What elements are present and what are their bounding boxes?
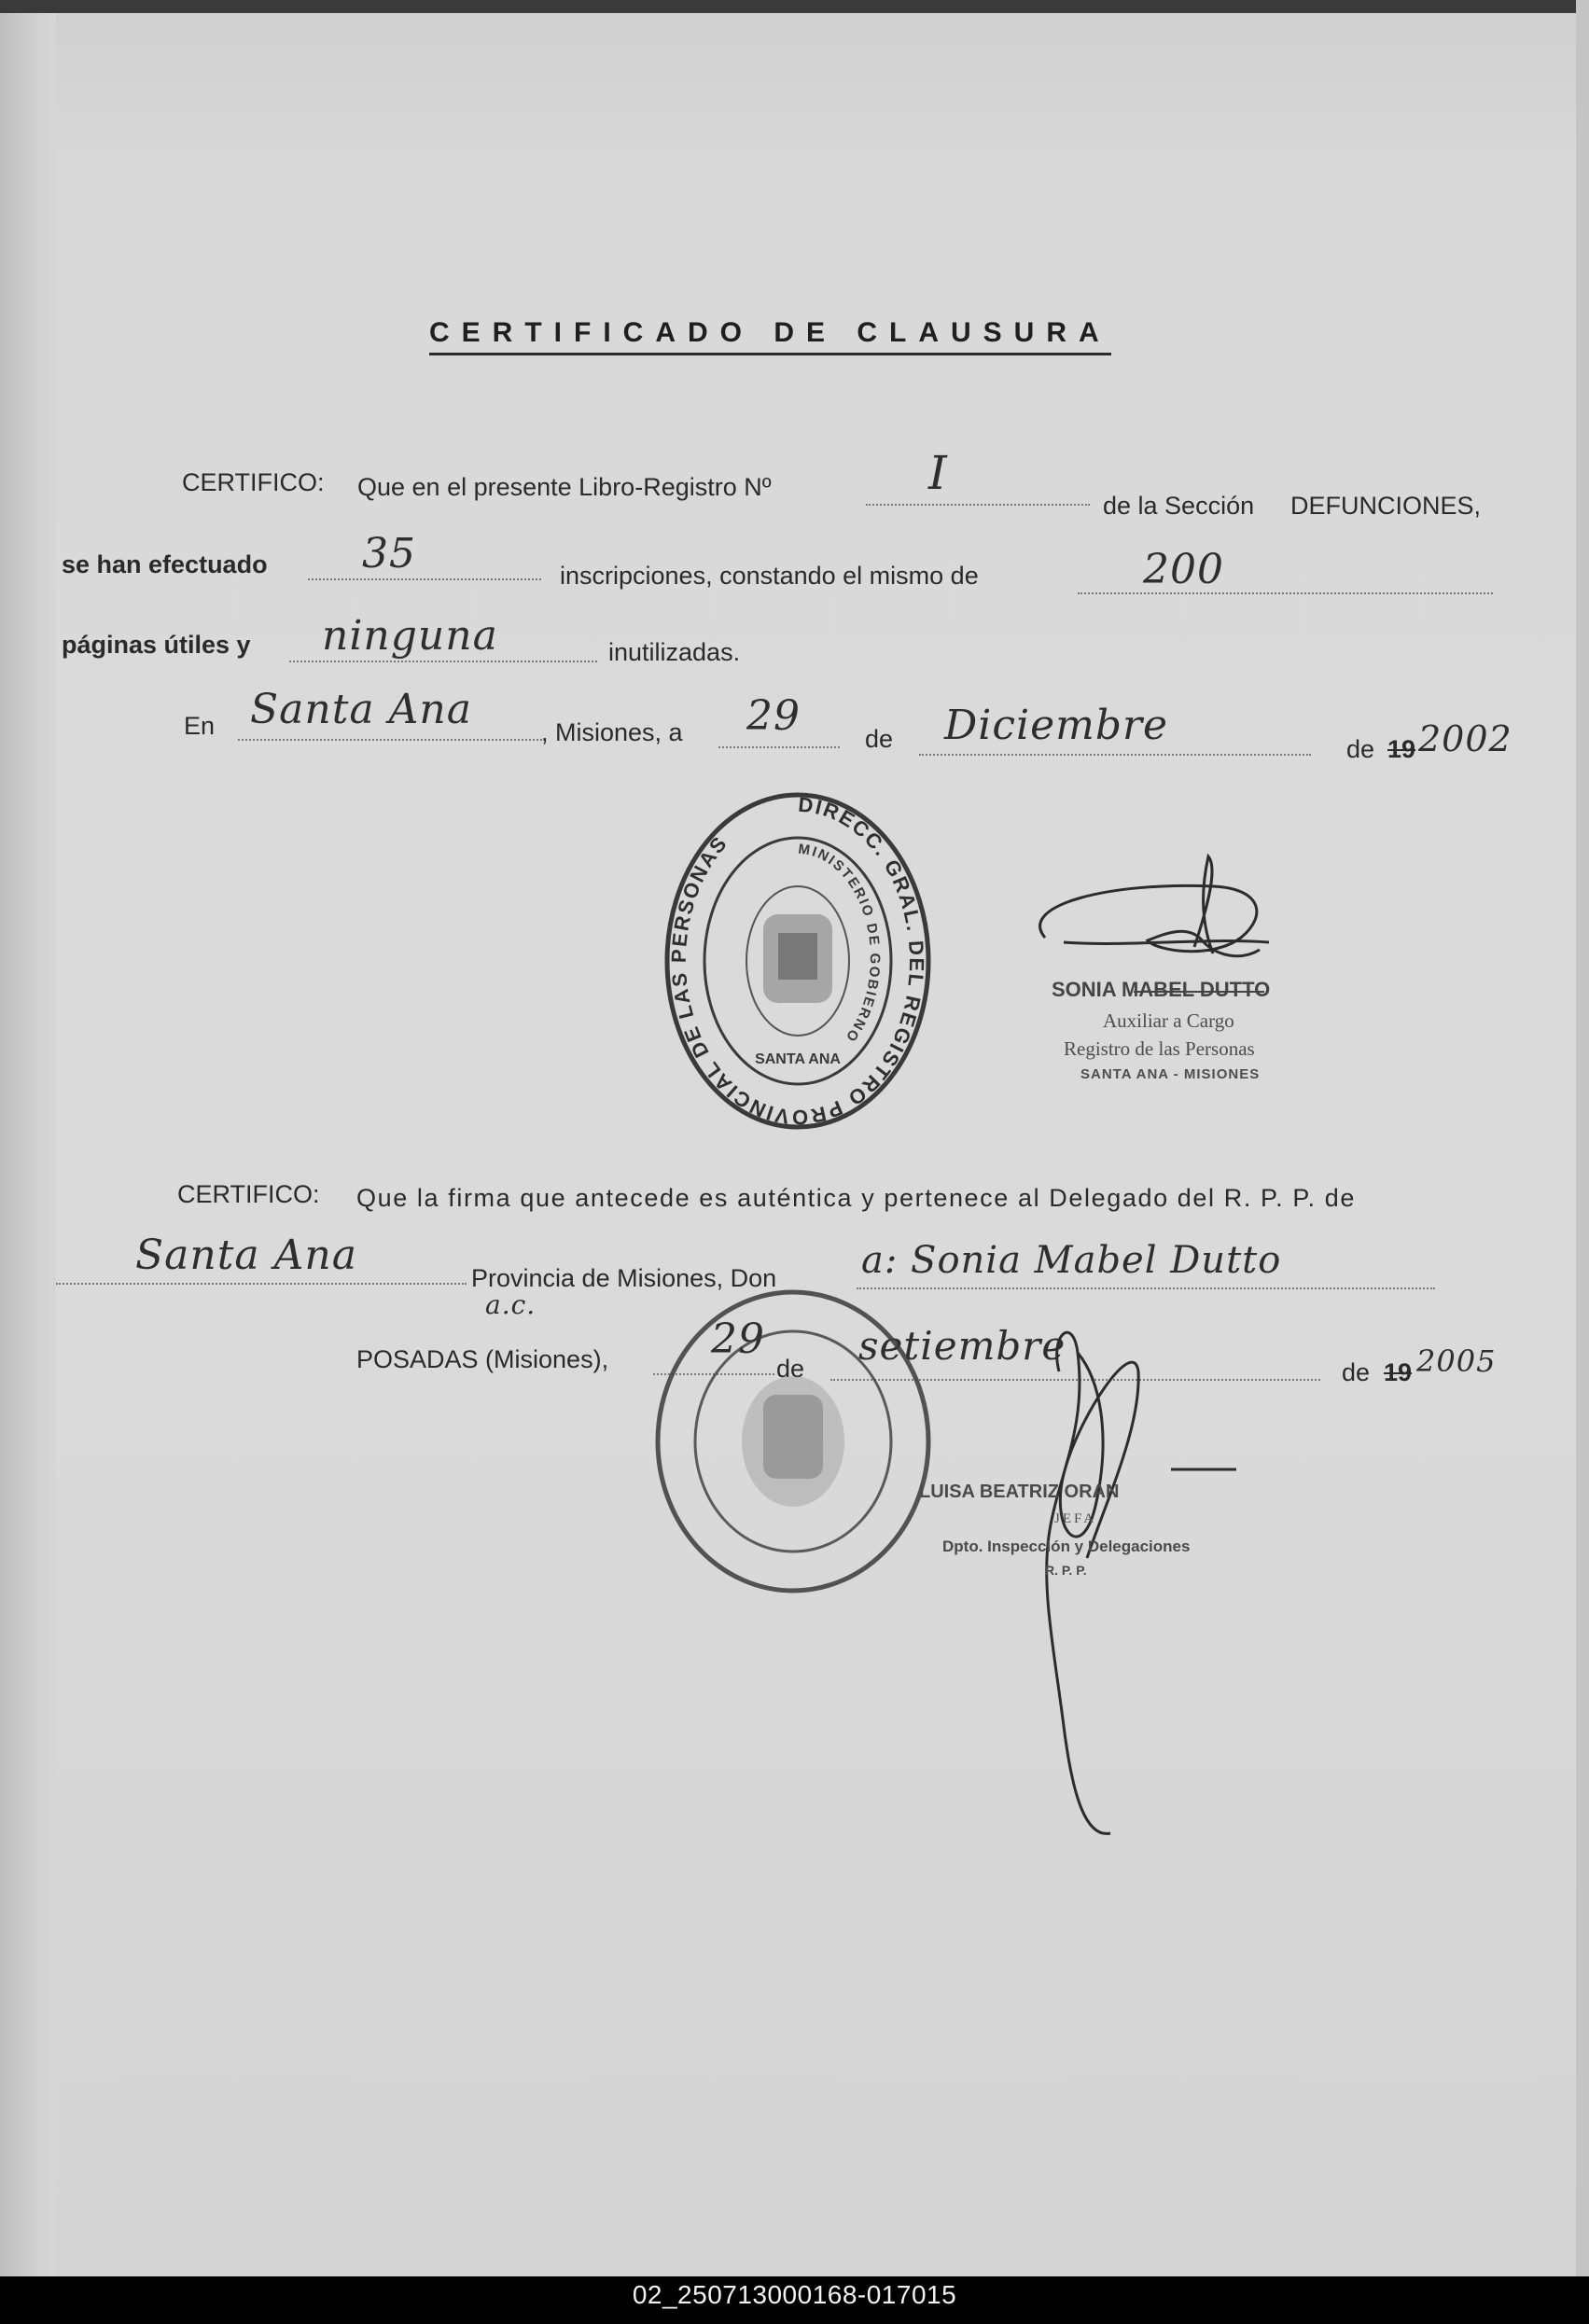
signer1-role: Auxiliar a Cargo <box>1103 1009 1234 1032</box>
posadas-label: POSADAS (Misiones), <box>356 1345 609 1373</box>
stamp1-ring-text: DIRECC. GRAL. DEL REGISTRO PROVINCIAL DE LAS PERSONAS <box>666 792 929 1130</box>
certifico-label-2: CERTIFICO: <box>177 1180 320 1208</box>
de2-label-2: de <box>1342 1358 1371 1386</box>
binding-edge <box>0 0 56 2276</box>
dia2-value: 29 <box>711 1315 765 1363</box>
lugar-line <box>238 739 546 741</box>
signature-2-scribble <box>1022 1315 1236 1847</box>
inscripciones-line <box>308 578 541 580</box>
inscripciones-value: 35 <box>362 530 416 578</box>
libro-num-value: I <box>928 446 948 500</box>
image-code: 02_250713000168-017015 <box>632 2280 957 2309</box>
mes2-value: setiembre <box>858 1323 1066 1369</box>
signer1-place: SANTA ANA - MISIONES <box>1080 1066 1261 1082</box>
inutilizadas-value: ninguna <box>322 612 498 660</box>
signer1-name: SONIA MABEL DUTTO <box>1052 978 1271 1001</box>
para1-text5: páginas útiles y <box>62 631 251 659</box>
official-stamp-2 <box>644 1283 942 1600</box>
nombre-value: a: Sonia Mabel Dutto <box>861 1239 1282 1282</box>
nombre-annotation: a.c. <box>485 1289 537 1320</box>
de-label-2: de <box>1346 735 1375 763</box>
para2-text1: Que la firma que antecede es auténtica y pertenece al Delegado del R. P. P. de <box>356 1184 1356 1212</box>
right-shadow <box>1576 0 1589 2276</box>
mes-value: Diciembre <box>944 702 1169 749</box>
official-stamp-1 <box>653 784 942 1138</box>
misiones-label: , Misiones, a <box>541 718 683 746</box>
mes-line <box>919 754 1311 756</box>
libro-num-line <box>866 504 1090 506</box>
certifico-label-1: CERTIFICO: <box>182 468 325 496</box>
para1-text2: de la Sección <box>1103 492 1255 520</box>
para2-text2: Provincia de Misiones, Don <box>471 1264 777 1292</box>
certificate-title: CERTIFICADO DE CLAUSURA <box>429 317 1111 355</box>
anio-print-1: 19 <box>1387 735 1416 763</box>
anio-value-2: 2005 <box>1416 1343 1497 1379</box>
stamp1-inner-text: MINISTERIO DE GOBIERNO <box>797 841 884 1046</box>
signer2-role: JEFA <box>1054 1511 1097 1526</box>
stamp1-bottom-text: SANTA ANA <box>755 1051 841 1067</box>
para1-text6: inutilizadas. <box>608 638 741 666</box>
de2-label-1: de <box>776 1355 805 1383</box>
signer1-office: Registro de las Personas <box>1064 1037 1255 1060</box>
signer2-office: Dpto. Inspección y Delegaciones <box>942 1538 1191 1555</box>
de-label-1: de <box>865 725 894 753</box>
para1-text1: Que en el presente Libro-Registro Nº <box>357 473 772 501</box>
para1-text4: inscripciones, constando el mismo de <box>560 562 979 590</box>
seccion-label: DEFUNCIONES, <box>1290 492 1482 520</box>
signer2-sub: R. P. P. <box>1045 1563 1087 1578</box>
en-label: En <box>184 712 216 740</box>
paginas-value: 200 <box>1143 546 1224 593</box>
lugar2-value: Santa Ana <box>135 1232 357 1279</box>
paginas-line <box>1078 592 1493 594</box>
signature-1-scribble <box>1026 849 1306 989</box>
nombre-line <box>857 1287 1435 1289</box>
anio-value-1: 2002 <box>1418 718 1512 759</box>
signer2-name: LUISA BEATRIZ ORAN <box>919 1482 1120 1502</box>
anio-print-2: 19 <box>1384 1358 1413 1386</box>
dia-value: 29 <box>746 692 801 740</box>
signer1-strike <box>1134 991 1264 993</box>
dia-line <box>718 746 840 748</box>
para1-text3: se han efectuado <box>62 550 268 578</box>
inutilizadas-line <box>289 661 597 662</box>
lugar2-line <box>56 1283 467 1285</box>
lugar-value: Santa Ana <box>250 686 472 733</box>
top-shadow <box>0 0 1589 13</box>
